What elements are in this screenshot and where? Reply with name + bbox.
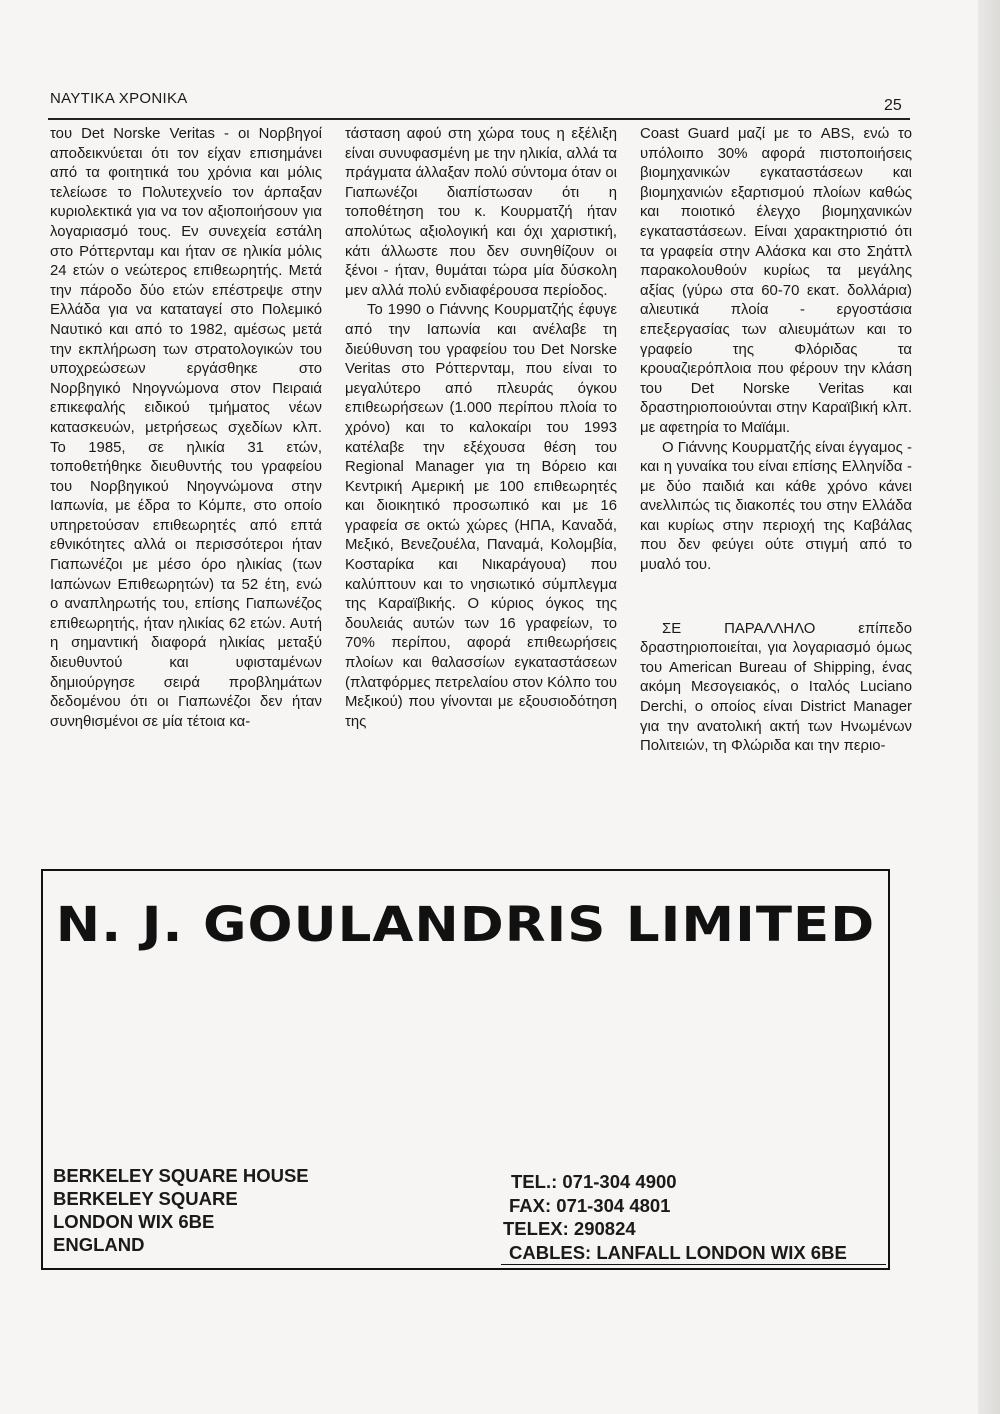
article-paragraph: Ο Γιάννης Κουρματζής είναι έγγαμος - και η γυναίκα του είναι επίσης Ελληνίδα - με δύο παιδιά και κάθε χρόνο κάνει ανελλιπώς τις διακοπές του στην Ελλάδα και κυρίως στην περιοχή της Καβάλας που δεν φεύγει ούτε στιγμή από το μυαλό του.: [640, 439, 912, 574]
advertisement-contacts: [503, 1170, 847, 1264]
header-rule: [48, 118, 910, 120]
address-line: ENGLAND: [53, 1234, 145, 1255]
article-paragraph: ΣΕ ΠΑΡΑΛΛΗΛΟ επίπεδο δραστηριοποιείται, για λογαριασμό όμως του American Bureau of Shipping, ένας ακόμη Μεσογειακός, ο Ιταλός Luciano Derchi, ο οποίος είναι District Manager για την ανατολική ακτή των Ηνωμένων Πολιτειών, τη Φλώριδα και την περιο-: [640, 620, 912, 755]
address-line: BERKELEY SQUARE: [53, 1188, 238, 1209]
advertisement-box: [41, 869, 890, 1270]
page-number: 25: [884, 97, 902, 114]
advertisement-company-name: N. J. GOULANDRIS LIMITED: [55, 898, 876, 953]
article-column-1: [50, 125, 322, 757]
advertisement-address: [53, 1164, 309, 1256]
contact-fax: FAX: 071-304 4801: [509, 1194, 671, 1216]
article-column-3: [640, 125, 912, 757]
magazine-title: ΝΑΥΤΙΚΑ ΧΡΟΝΙΚΑ: [50, 90, 188, 107]
article-paragraph: Coast Guard μαζί με το ABS, ενώ το υπόλοιπο 30% αφορά πιστοποιήσεις βιομηχανικών εγκαταστάσεων και βιομηχανιών εξαρτισμού πλοίων καθώς και ποιοτικό έλεγχο βιομηχανικών εγκαταστάσεων. Είναι χαρακτηριστιό ότι τα γραφεία στην Αλάσκα και στο Σηάττλ παρακολουθούν κυρίως τα μεγάλης αξίας (γύρω στα 60-70 εκατ. δολλάρια) αλιευτικά πλοία - εργοστάσια επεξεργασίας των αλιευμάτων και το γραφείο της Φλόριδας τα κρουαζιερόπλοια που φέρουν την κλάση του Det Norske Veritas και δραστηριοποιούνται στην Καραϊβική κλπ. με αφετηρία το Μαϊάμι.: [640, 126, 912, 436]
contact-cables: CABLES: LANFALL LONDON WIX 6BE: [509, 1241, 847, 1263]
page-edge-shadow: [978, 0, 1000, 1414]
address-line: BERKELEY SQUARE HOUSE: [53, 1165, 309, 1186]
advertisement-rule: [501, 1264, 886, 1265]
article-columns: [50, 125, 912, 757]
article-column-2: [345, 125, 617, 757]
address-line: LONDON WIX 6BE: [53, 1211, 215, 1232]
contact-telex: TELEX: 290824: [503, 1218, 636, 1239]
article-paragraph: του Det Norske Veritas - οι Νορβηγοί αποδεικνύεται ότι τον είχαν επισημάνει από τα φοιτητικά του χρόνια και μόλις τελείωσε το Πολυτεχνείο τον άρπαξαν κυριολεκτικά για να τον αξιοποιήσουν για λογαριασμό τους. Εν συνεχεία εστάλη στο Ρόττερνταμ και ήταν σε ηλικία μόλις 24 ετών ο νεώτερος επιθεωρητής. Μετά την πάροδο δύο ετών επέστρεψε στην Ελλάδα για να καταταγεί στο Πολεμικό Ναυτικό και από το 1982, αμέσως μετά την εκπλήρωση των στρατολογικών του υποχρεώσεων εργάσθηκε στο Νορβηγικό Νηογνώμονα στον Πειραιά επικεφαλής ειδικού τμήματος νέων κατασκευών, μετρήσεως σχεδίων κλπ. Το 1985, σε ηλικία 31 ετών, τοποθετήθηκε διευθυντής του γραφείου του Νορβηγικού Νηογνώμονα στην Ιαπωνία, με έδρα το Κόμπε, στο οποίο υπηρετούσαν επιθεωρητές από επτά εθνικότητες αλλά οι περισσότεροι ήταν Γιαπωνέζοι με μέσο όρο ηλικίας (των Ιαπώνων Επιθεωρητών) τα 52 έτη, ενώ ο αναπληρωτής του, επίσης Γιαπωνέζος επιθεωρητής, ήταν ηλικίας 62 ετών. Αυτή η σημαντική διαφορά ηλικίας μεταξύ διευθυντού και υφισταμένων δημιούργησε σειρά προβλημάτων δεδομένου ότι οι Γιαπωνέζοι δεν ήταν συνηθισμένοι σε μία τέτοια κα-: [50, 126, 322, 730]
contact-telephone: TEL.: 071-304 4900: [511, 1171, 677, 1192]
article-paragraph: τάσταση αφού στη χώρα τους η εξέλιξη είναι συνυφασμένη με την ηλικία, αλλά τα πράγματα άλλαξαν πολύ σύντομα όταν οι Γιαπωνέζοι διαπίστωσαν ότι η τοποθέτηση του κ. Κουρματζή ήταν απολύτως αξιολογική και όχι χαριστική, κάτι άλλωστε που δεν συνηθίζουν οι ξένοι - ήταν, θυμάται τώρα μία δύσκολη μεν αλλά πολύ ενδιαφέρουσα περίοδος.: [345, 126, 617, 299]
article-paragraph: Το 1990 ο Γιάννης Κουρματζής έφυγε από την Ιαπωνία και ανέλαβε τη διεύθυνση του γραφείου του Det Norske Veritas στο Ρόττερνταμ, που είναι το μεγαλύτερο από πλευράς όγκου επιθεωρήσεων (1.000 περίπου πλοία το χρόνο) και το καλοκαίρι του 1993 κατέλαβε την εξέχουσα θέση του Regional Manager για τη Βόρειο και Κεντρική Αμερική με 100 επιθεωρητές και διοικητικό προσωπικό και με 16 γραφεία σε οκτώ χώρες (ΗΠΑ, Καναδά, Μεξικό, Βενεζουέλα, Παναμά, Κολομβία, Κοσταρίκα και Νικαράγουα) που καλύπτουν και το νησιωτικό σύμπλεγμα της Καραϊβικής. Ο κύριος όγκος της δουλειάς αυτών των 16 γραφείων, το 70% περίπου, αφορά επιθεωρήσεις πλοίων και θαλασσίων εγκαταστάσεων (πλατφόρμες πετρελαίου στον Κόλπο του Μεξικού) που γίνονται με εξουσιοδότηση της: [345, 302, 617, 730]
